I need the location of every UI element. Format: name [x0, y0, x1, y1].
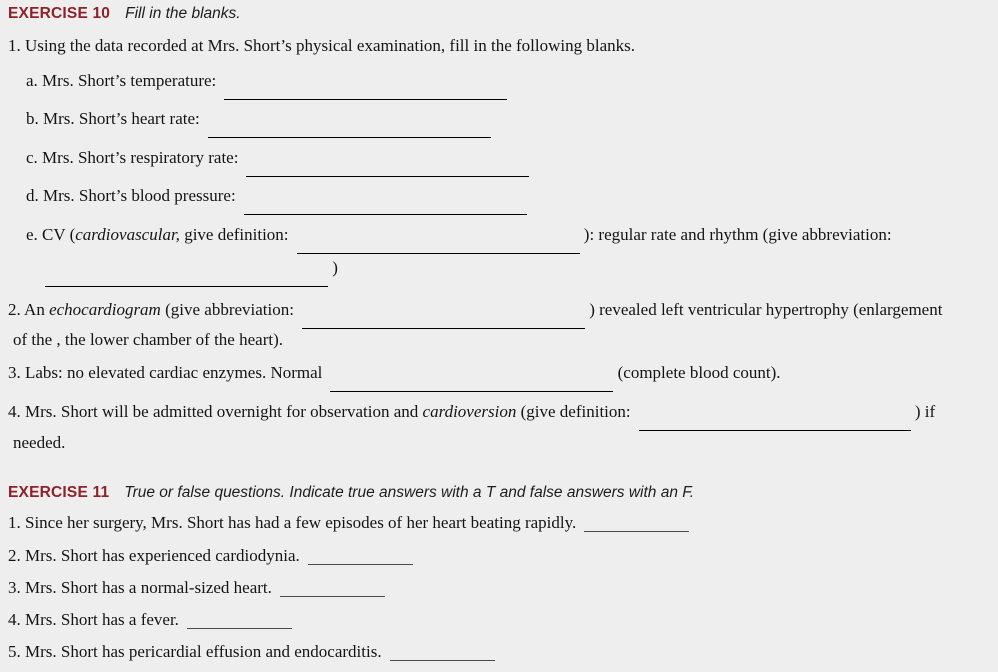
- blank-cbc: [330, 381, 613, 392]
- ex10-question-1: [8, 35, 635, 57]
- blank-cv-abbreviation: [45, 276, 328, 287]
- ex10-question-4: [8, 401, 935, 423]
- ex10-question-2-line2: [13, 329, 283, 351]
- blank-tf-5: [390, 650, 495, 661]
- ex10-q3-pre: 3. Labs: no elevated cardiac enzymes. Normal: [8, 363, 323, 382]
- ex10-question-2: [8, 299, 942, 321]
- exercise10-instructions: Fill in the blanks.: [125, 5, 241, 22]
- ex11-question-2: [8, 545, 413, 567]
- ex11-question-5: [8, 641, 495, 663]
- ex10-q4-line2-text: needed.: [13, 433, 66, 452]
- ex10-item-e-mid: give definition:: [179, 225, 289, 244]
- ex10-item-e-close: ): [328, 258, 338, 277]
- exercise10-header: [8, 3, 241, 24]
- ex10-item-c-label: c. Mrs. Short’s respiratory rate:: [26, 148, 239, 167]
- ex10-item-d-label: d. Mrs. Short’s blood pressure:: [26, 186, 236, 205]
- ex11-q4-text: 4. Mrs. Short has a fever.: [8, 610, 179, 629]
- ex11-question-3: [8, 577, 385, 599]
- ex10-q4-mid: (give definition:: [516, 402, 631, 421]
- exercise11-label: EXERCISE 11: [8, 484, 110, 501]
- ex10-q2-pre: 2. An: [8, 300, 50, 319]
- italic-term-cardioversion: cardioversion: [422, 402, 517, 421]
- ex11-q3-text: 3. Mrs. Short has a normal-sized heart.: [8, 578, 272, 597]
- ex10-item-e: [26, 224, 892, 246]
- ex10-q2-post: ) revealed left ventricular hypertrophy (enlargement: [584, 300, 943, 319]
- ex10-q4-post: ) if: [910, 402, 936, 421]
- blank-heart-rate: [208, 127, 491, 138]
- blank-cv-definition: [297, 243, 580, 254]
- ex11-q5-text: 5. Mrs. Short has pericardial effusion and endocarditis.: [8, 642, 382, 661]
- ex10-q2-mid: (give abbreviation:: [160, 300, 294, 319]
- ex11-q1-text: 1. Since her surgery, Mrs. Short has had a few episodes of her heart beating rapidly.: [8, 513, 577, 532]
- ex10-q3-post: (complete blood count).: [613, 363, 781, 382]
- ex10-item-e-pre: e. CV (: [26, 225, 76, 244]
- ex10-q2-line2-text: of the , the lower chamber of the heart).: [13, 330, 283, 349]
- ex10-item-a-label: a. Mrs. Short’s temperature:: [26, 71, 217, 90]
- ex10-question-4-line2: [13, 432, 65, 454]
- ex10-item-a: [26, 70, 507, 92]
- blank-blood-pressure: [244, 204, 527, 215]
- ex11-question-1: [8, 512, 689, 534]
- ex10-item-c: [26, 147, 529, 169]
- exercise11-header: [8, 482, 694, 503]
- ex11-q2-text: 2. Mrs. Short has experienced cardiodynia.: [8, 546, 300, 565]
- exercise10-label: EXERCISE 10: [8, 5, 111, 22]
- italic-term-cardiovascular: cardiovascular,: [75, 225, 180, 244]
- italic-term-echocardiogram: echocardiogram: [49, 300, 161, 319]
- ex11-question-4: [8, 609, 292, 631]
- blank-tf-2: [308, 554, 413, 565]
- ex10-item-b-label: b. Mrs. Short’s heart rate:: [26, 109, 200, 128]
- blank-temperature: [224, 89, 507, 100]
- blank-cardioversion-definition: [639, 420, 911, 431]
- ex10-item-e-post: ): regular rate and rhythm (give abbreviation:: [579, 225, 892, 244]
- blank-echo-abbreviation: [302, 318, 585, 329]
- exercise11-instructions: True or false questions. Indicate true answers with a T and false answers with an F.: [124, 484, 695, 501]
- blank-tf-4: [187, 618, 292, 629]
- blank-tf-1: [584, 521, 689, 532]
- ex10-item-d: [26, 185, 527, 207]
- blank-tf-3: [280, 586, 385, 597]
- ex10-q1-text: 1. Using the data recorded at Mrs. Short’s physical examination, fill in the following blanks.: [8, 36, 635, 55]
- blank-respiratory-rate: [246, 166, 529, 177]
- ex10-item-b: [26, 108, 491, 130]
- ex10-item-e-line2: [45, 257, 338, 279]
- ex10-question-3: [8, 362, 781, 384]
- ex10-q4-pre: 4. Mrs. Short will be admitted overnight for observation and: [8, 402, 423, 421]
